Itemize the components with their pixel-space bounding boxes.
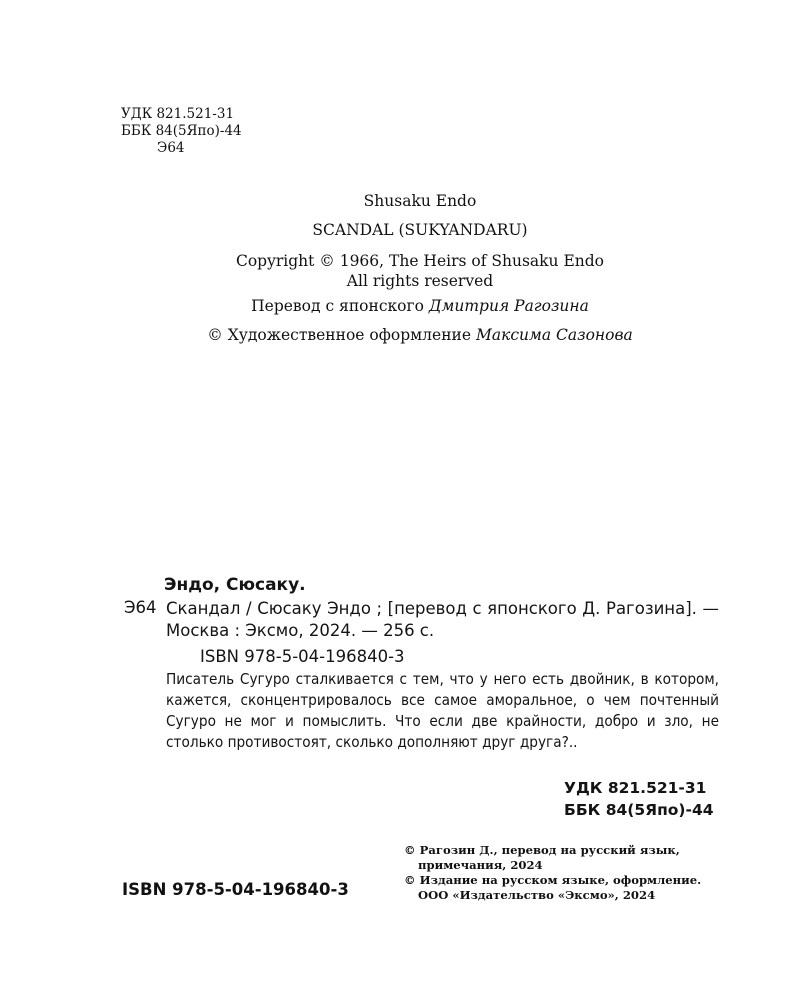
card-author-heading: Эндо, Сюсаку.: [164, 575, 306, 595]
rights-line: © Рагозин Д., перевод на русский язык,: [404, 843, 680, 857]
translator-name: Дмитрия Рагозина: [428, 297, 589, 315]
rights-line: ООО «Издательство «Эксмо», 2024: [418, 888, 656, 902]
artist-name: Максима Сазонова: [475, 326, 633, 344]
rights-reserved: All rights reserved: [346, 272, 494, 290]
card-description: Скандал / Сюсаку Эндо ; [перевод с японского Д. Рагозина]. — Москва : Эксмо, 2024. — 256 с.: [166, 599, 719, 640]
card-author-mark: Э64: [124, 598, 157, 617]
author-mark: Э64: [157, 140, 185, 156]
copyright-line: Copyright © 1966, The Heirs of Shusaku Endo: [235, 252, 604, 270]
card-isbn: ISBN 978-5-04-196840-3: [200, 647, 405, 666]
udk-code: УДК 821.521-31: [121, 106, 235, 122]
card-bbk: ББК 84(5Япо)-44: [564, 801, 714, 819]
rights-line: примечания, 2024: [418, 858, 543, 872]
card-udk: УДК 821.521-31: [564, 779, 707, 797]
card-classification: [564, 777, 714, 821]
rights-line: © Издание на русском языке, оформление.: [404, 873, 702, 887]
translation-credit: [0, 297, 800, 315]
copyright-notice: [0, 251, 800, 291]
footer-rights: [404, 843, 701, 903]
footer-isbn: ISBN 978-5-04-196840-3: [122, 880, 349, 899]
art-credit: [0, 326, 800, 344]
classification-codes: [121, 106, 242, 157]
bbk-code: ББК 84(5Япо)-44: [121, 123, 242, 139]
art-prefix: © Художественное оформление: [207, 326, 476, 344]
card-annotation: Писатель Сугуро сталкивается с тем, что у него есть двойник, в котором, кажется, сконцентрировалось все самое аморальное, о чем почтенный Сугуро не мог и помыслить. Что если две крайности, добро и зло, не столько противостоят, сколько дополняют друг друга?..: [166, 670, 719, 751]
translation-prefix: Перевод с японского: [251, 297, 429, 315]
original-title: SCANDAL (SUKYANDARU): [312, 221, 528, 239]
original-author: Shusaku Endo: [363, 192, 477, 210]
